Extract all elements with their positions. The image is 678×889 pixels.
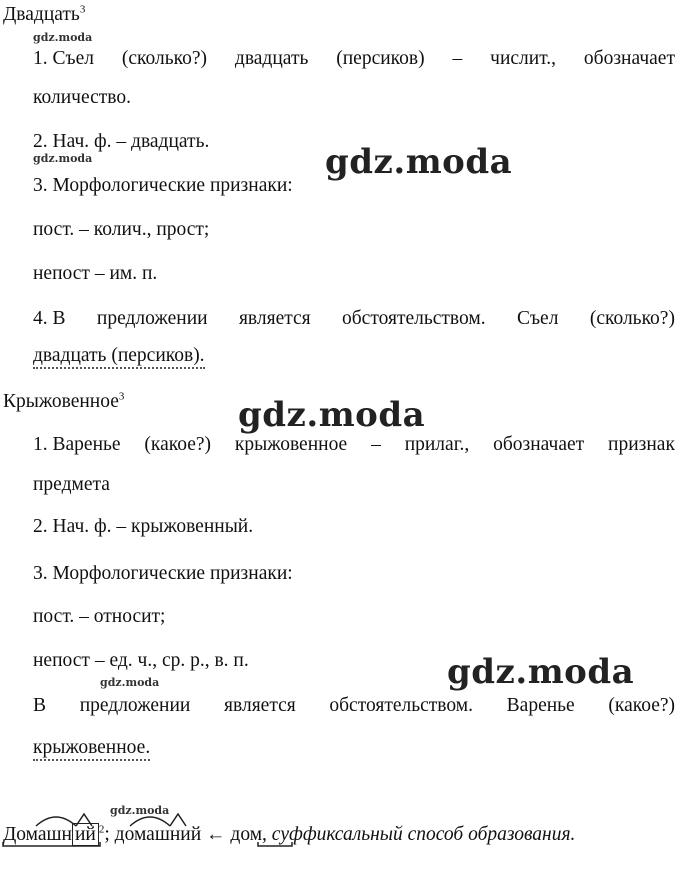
word2-point2: 2. Нач. ф. – крыжовенный. — [33, 516, 254, 537]
watermark-small-4: gdz.moda — [110, 804, 170, 817]
word1-title-sup: 3 — [79, 3, 86, 16]
word3-root: Домашн — [3, 824, 72, 845]
word1-point3: 3. Морфологические признаки: — [33, 175, 293, 196]
word2-point3-var: непост – ед. ч., ср. р., в. п. — [33, 650, 249, 671]
word2-p1-w2: крыжовенное — [234, 434, 348, 455]
word1-p4-w3: обстоятельством. — [342, 308, 486, 329]
watermark-small-1: gdz.moda — [33, 31, 93, 44]
word2-heading — [3, 390, 124, 414]
word1-p1-w5: числит., — [490, 48, 557, 69]
word1-p1-w0: 1. Съел — [33, 48, 94, 69]
word2-p4-w0: В — [33, 695, 47, 716]
word2-point4-cont — [33, 736, 150, 760]
word2-p4-w4: Варенье — [506, 695, 575, 716]
word3-formation-method: суффиксальный способ образования. — [271, 824, 576, 845]
word1-heading — [3, 3, 85, 27]
watermark-big-1: gdz.moda — [325, 142, 513, 182]
word2-p1-w1: (какое?) — [144, 434, 212, 455]
word1-point3-var: непост – им. п. — [33, 263, 158, 284]
word2-p1-w5: обозначает — [493, 434, 585, 455]
word1-p1-w6: обозначает — [583, 48, 675, 69]
word1-point1-cont: количество. — [33, 87, 131, 108]
word2-point1-cont: предмета — [33, 474, 110, 495]
word1-p1-w1: (сколько?) — [121, 48, 208, 69]
watermark-big-3: gdz.moda — [447, 652, 635, 692]
word2-point4 — [33, 694, 675, 718]
word1-point4 — [33, 307, 675, 331]
word2-p1-w6: признак — [608, 434, 675, 455]
word2-p1-w0: 1. Варенье — [33, 434, 121, 455]
word1-p1-w3: (персиков) — [336, 48, 425, 69]
word2-title: Крыжовенное — [3, 391, 119, 412]
word1-point4-cont — [33, 344, 205, 368]
word1-p4-w2: является — [238, 308, 311, 329]
word1-point3-const: пост. – колич., прост; — [33, 219, 210, 240]
word1-p4-w0: 4. В — [33, 308, 66, 329]
word2-point3: 3. Морфологические признаки: — [33, 563, 293, 584]
word3-rest: ; домашний ← дом, — [104, 824, 267, 845]
word3-analysis — [3, 823, 575, 847]
word2-title-sup: 3 — [118, 390, 125, 403]
word3-sup: 2 — [98, 823, 105, 836]
word1-point2: 2. Нач. ф. – двадцать. — [33, 131, 210, 152]
word1-p4-w1: предложении — [96, 308, 208, 329]
word1-point1 — [33, 47, 675, 71]
word1-p1-w2: двадцать — [234, 48, 309, 69]
word2-p4-w5: (какое?) — [608, 695, 675, 716]
word2-p4-w3: обстоятельством. — [329, 695, 473, 716]
watermark-small-3: gdz.moda — [100, 676, 160, 689]
word2-p1-w3: – — [371, 434, 381, 455]
word1-p4-w5: (сколько?) — [589, 308, 675, 329]
word1-p4-w4: Съел — [516, 308, 559, 329]
word2-p1-w4: прилаг., — [404, 434, 470, 455]
word2-point3-const: пост. – относит; — [33, 606, 166, 627]
word1-underlined-phrase: двадцать (персиков). — [33, 345, 205, 369]
watermark-big-2: gdz.moda — [238, 395, 426, 435]
word3-ending-box: ий — [72, 823, 99, 846]
watermark-small-2: gdz.moda — [33, 152, 93, 165]
word2-point1 — [33, 433, 675, 457]
word1-p1-w4: – — [452, 48, 463, 69]
word1-title: Двадцать — [3, 4, 80, 25]
word2-p4-w2: является — [224, 695, 296, 716]
word2-underlined-word: крыжовенное. — [33, 737, 150, 761]
word2-p4-w1: предложении — [79, 695, 191, 716]
